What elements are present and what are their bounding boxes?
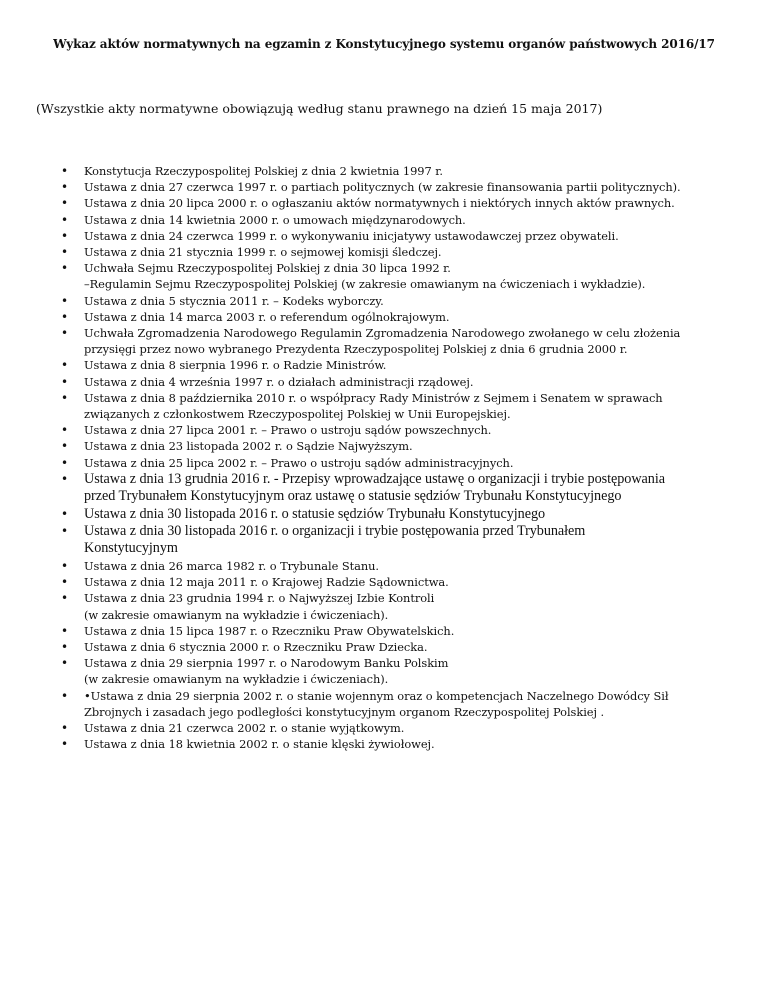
list-item <box>0 471 768 506</box>
acts-list <box>0 163 768 752</box>
list-item-line: • Ustawa z dnia 23 grudnia 1994 r. o Najwyższej Izbie Kontroli <box>84 591 435 606</box>
list-item <box>0 558 768 574</box>
list-item <box>0 523 768 558</box>
list-item <box>0 390 768 422</box>
list-item-line: • Ustawa z dnia 5 stycznia 2011 r. – Kodeks wyborczy. <box>84 293 384 308</box>
list-item <box>0 422 768 438</box>
list-item <box>0 179 768 195</box>
list-item-line: • Ustawa z dnia 27 lipca 2001 r. – Prawo o ustroju sądów powszechnych. <box>84 423 492 438</box>
list-item-line: • Ustawa z dnia 27 czerwca 1997 r. o partiach politycznych (w zakresie finansowania partii politycznych). <box>84 180 681 195</box>
list-item-line: • Ustawa z dnia 12 maja 2011 r. o Krajowej Radzie Sądownictwa. <box>84 575 449 590</box>
list-item-line: • Ustawa z dnia 13 grudnia 2016 r. - Przepisy wprowadzające ustawę o organizacji i trybie postępowania <box>84 470 665 487</box>
list-item-line: • Ustawa z dnia 21 czerwca 2002 r. o stanie wyjątkowym. <box>84 720 405 735</box>
list-item <box>0 260 768 292</box>
list-item <box>0 309 768 325</box>
document-title: Wykaz aktów normatywnych na egzamin z Konstytucyjnego systemu organów państwowych 2016/17 <box>53 37 715 51</box>
list-item <box>0 212 768 228</box>
list-item-line: (w zakresie omawianym na wykładzie i ćwiczeniach). <box>84 672 389 687</box>
list-item-line: • Uchwała Zgromadzenia Narodowego Regulamin Zgromadzenia Narodowego zwołanego w celu złożenia <box>84 326 681 341</box>
list-item <box>0 325 768 357</box>
list-item <box>0 623 768 639</box>
list-item-line: • •Ustawa z dnia 29 sierpnia 2002 r. o stanie wojennym oraz o kompetencjach Naczelnego Dowódcy Sił <box>84 688 669 703</box>
list-item <box>0 374 768 390</box>
list-item-line: • Ustawa z dnia 15 lipca 1987 r. o Rzeczniku Praw Obywatelskich. <box>84 623 455 638</box>
list-item-line: • Ustawa z dnia 18 kwietnia 2002 r. o stanie klęski żywiołowej. <box>84 737 435 752</box>
list-item-line: • Ustawa z dnia 8 sierpnia 1996 r. o Radzie Ministrów. <box>84 358 387 373</box>
list-item-line: • Ustawa z dnia 30 listopada 2016 r. o statusie sędziów Trybunału Konstytucyjnego <box>84 505 546 522</box>
list-item-line: • Ustawa z dnia 26 marca 1982 r. o Trybunale Stanu. <box>84 558 379 573</box>
list-item-line: • Ustawa z dnia 23 listopada 2002 r. o Sądzie Najwyższym. <box>84 439 413 454</box>
document-subtitle: (Wszystkie akty normatywne obowiązują według stanu prawnego na dzień 15 maja 2017) <box>36 101 603 116</box>
list-item <box>0 506 768 523</box>
list-item <box>0 228 768 244</box>
list-item-line: • Ustawa z dnia 14 kwietnia 2000 r. o umowach międzynarodowych. <box>84 212 466 227</box>
list-item-line: • Ustawa z dnia 6 stycznia 2000 r. o Rzeczniku Praw Dziecka. <box>84 639 428 654</box>
list-item-line: • Ustawa z dnia 8 października 2010 r. o współpracy Rady Ministrów z Sejmem i Senatem w sprawach <box>84 390 663 405</box>
list-item-line: • Ustawa z dnia 14 marca 2003 r. o referendum ogólnokrajowym. <box>84 309 450 324</box>
list-item-line: • Ustawa z dnia 20 lipca 2000 r. o ogłaszaniu aktów normatywnych i niektórych innych aktów prawnych. <box>84 196 675 211</box>
list-item-line: • Konstytucja Rzeczypospolitej Polskiej z dnia 2 kwietnia 1997 r. <box>84 164 443 178</box>
list-item-line: • Uchwała Sejmu Rzeczypospolitej Polskiej z dnia 30 lipca 1992 r. <box>84 261 451 276</box>
list-item <box>0 293 768 309</box>
list-item-line: • Ustawa z dnia 21 stycznia 1999 r. o sejmowej komisji śledczej. <box>84 245 442 260</box>
list-item-line: przed Trybunałem Konstytucyjnym oraz ustawę o statusie sędziów Trybunału Konstytucyjnego <box>84 488 622 505</box>
list-item <box>0 438 768 454</box>
list-item <box>0 357 768 373</box>
list-item-line: Zbrojnych i zasadach jego podległości konstytucyjnym organom Rzeczypospolitej Polskiej . <box>84 704 605 719</box>
list-item-line: • Ustawa z dnia 29 sierpnia 1997 r. o Narodowym Banku Polskim <box>84 656 449 671</box>
list-item-line: • Ustawa z dnia 25 lipca 2002 r. – Prawo o ustroju sądów administracyjnych. <box>84 455 514 470</box>
list-item-line: (w zakresie omawianym na wykładzie i ćwiczeniach). <box>84 607 389 622</box>
list-item <box>0 455 768 471</box>
list-item <box>0 736 768 752</box>
list-item-line: • Ustawa z dnia 24 czerwca 1999 r. o wykonywaniu inicjatywy ustawodawczej przez obywateli. <box>84 228 619 243</box>
list-item <box>0 244 768 260</box>
list-item-line: –Regulamin Sejmu Rzeczypospolitej Polskiej (w zakresie omawianym na ćwiczeniach i wykładzie). <box>84 277 646 292</box>
list-item-line: Konstytucyjnym <box>84 540 178 557</box>
list-item-line: • Ustawa z dnia 30 listopada 2016 r. o organizacji i trybie postępowania przed Trybunałem <box>84 523 586 540</box>
list-item <box>0 195 768 211</box>
list-item-line: związanych z członkostwem Rzeczypospolitej Polskiej w Unii Europejskiej. <box>84 407 511 422</box>
list-item <box>0 590 768 622</box>
list-item <box>0 639 768 655</box>
list-item <box>0 574 768 590</box>
list-item <box>0 688 768 720</box>
list-item-line: przysięgi przez nowo wybranego Prezydenta Rzeczypospolitej Polskiej z dnia 6 grudnia 2000 r. <box>84 342 628 357</box>
list-item <box>0 720 768 736</box>
list-item <box>0 655 768 687</box>
list-item <box>0 163 768 179</box>
list-item-line: • Ustawa z dnia 4 września 1997 r. o działach administracji rządowej. <box>84 374 474 389</box>
